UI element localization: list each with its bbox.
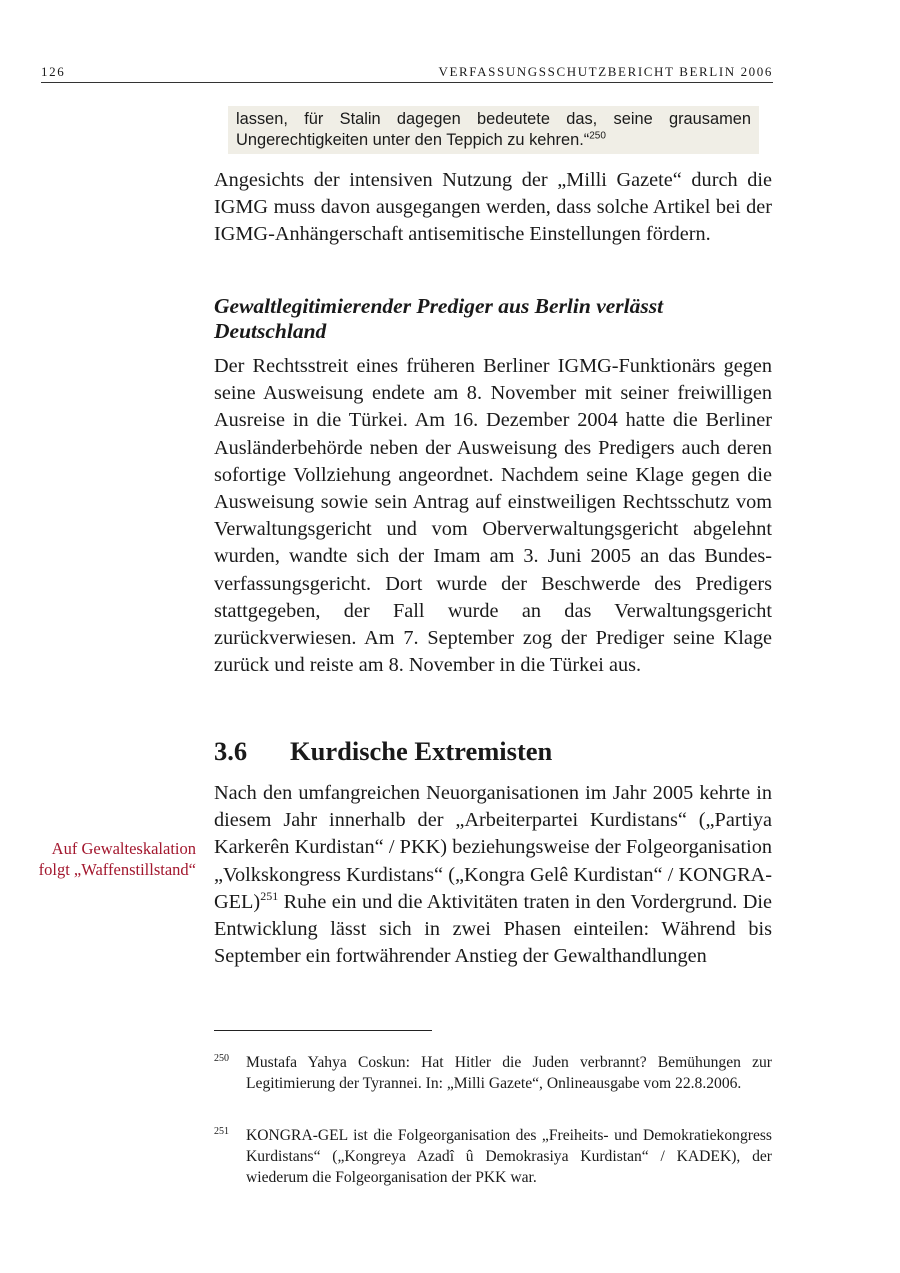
running-header bbox=[41, 62, 773, 83]
running-title: VERFASSUNGSSCHUTZBERICHT BERLIN 2006 bbox=[438, 64, 773, 79]
paragraph-igmg-antisemitism: Angesichts der intensiven Nutzung der „Milli Gazete“ durch die IGMG muss davon ausgegangen werden, dass solche Artikel bei der IGMG-Anhängerschaft antisemitische Einstellungen fördern. bbox=[214, 169, 772, 246]
section-title: Kurdische Extremisten bbox=[290, 736, 553, 766]
footnote-number: 250 bbox=[214, 1053, 229, 1064]
footnote-text: KONGRA-GEL ist die Folgeorganisation des „Freiheits- und Demokratiekongress Kurdistans“ („Kongreya Azadî û Demokrasiya Kurdistan“ / KADEK), der wiederum die Folgeorganisation der PKK war. bbox=[246, 1127, 772, 1186]
paragraph-text-part1: Nach den umfangreichen Neuorganisationen im Jahr 2005 kehrte in diesem Jahr innerhalb der „Arbeiterpartei Kurdistans“ („Partiya Karkerên Kurdistan“ / PKK) beziehungsweise der Folgeorganisation „Volkskongress Kurdistans“ („Kongra Gelê Kurdistan“ / KONGRA-GEL) bbox=[214, 782, 772, 913]
page-number: 126 bbox=[41, 64, 66, 79]
paragraph-kurdish-extremists bbox=[214, 780, 772, 970]
footnote-number: 251 bbox=[214, 1126, 229, 1137]
quote-box bbox=[228, 106, 759, 154]
margin-note: Auf Gewalteskalation folgt „Waffenstillstand“ bbox=[38, 839, 196, 879]
section-heading bbox=[214, 736, 552, 767]
quote-footnote-ref[interactable]: 250 bbox=[589, 130, 606, 142]
footnote-251 bbox=[214, 1125, 772, 1188]
paragraph-text-part2: Ruhe ein und die Aktivitäten traten in den Vordergrund. Die Entwicklung lässt sich in zwei Phasen einteilen: Während bis September ein fortwährender Anstieg der Gewalthandlungen bbox=[214, 890, 772, 968]
subheading-preacher: Gewaltlegitimierender Prediger aus Berlin verlässt Deutschland bbox=[214, 294, 664, 343]
footnote-250 bbox=[214, 1052, 772, 1094]
footnote-ref-251[interactable]: 251 bbox=[260, 889, 279, 904]
paragraph-preacher-case: Der Rechtsstreit eines früheren Berliner IGMG-Funktionärs gegen seine Ausweisung endete am 8. November mit seiner freiwilligen Ausreise in die Türkei. Am 16. Dezember 2004 hatte die Berliner Ausländerbehörde neben der Ausweisung des Predigers auch deren sofortige Vollziehung angeordnet. Nachdem seine Klage gegen die Ausweisung sowie sein Antrag auf einstweiligen Rechtsschutz vom Verwaltungsgericht und vom Oberverwaltungsgericht abgelehnt wurden, wandte sich der Imam am 3. Juni 2005 an das Bundesverfassungsgericht. Dort wurde der Beschwerde des Predigers stattgegeben, der Fall wurde an das Verwaltungsgericht zurückverwiesen. Am 7. September zog der Prediger seine Klage zurück und reiste am 8. November in die Türkei aus. bbox=[214, 355, 772, 677]
footnote-text: Mustafa Yahya Coskun: Hat Hitler die Juden verbrannt? Bemühungen zur Legitimierung der Tyrannei. In: „Milli Gazete“, Onlineausgabe vom 22.8.2006. bbox=[246, 1054, 772, 1092]
section-number: 3.6 bbox=[214, 736, 248, 766]
quote-text: lassen, für Stalin dagegen bedeutete das, seine grausamen Ungerechtigkeiten unter den Teppich zu kehren.“ bbox=[236, 110, 751, 149]
footnote-separator bbox=[214, 1030, 432, 1031]
